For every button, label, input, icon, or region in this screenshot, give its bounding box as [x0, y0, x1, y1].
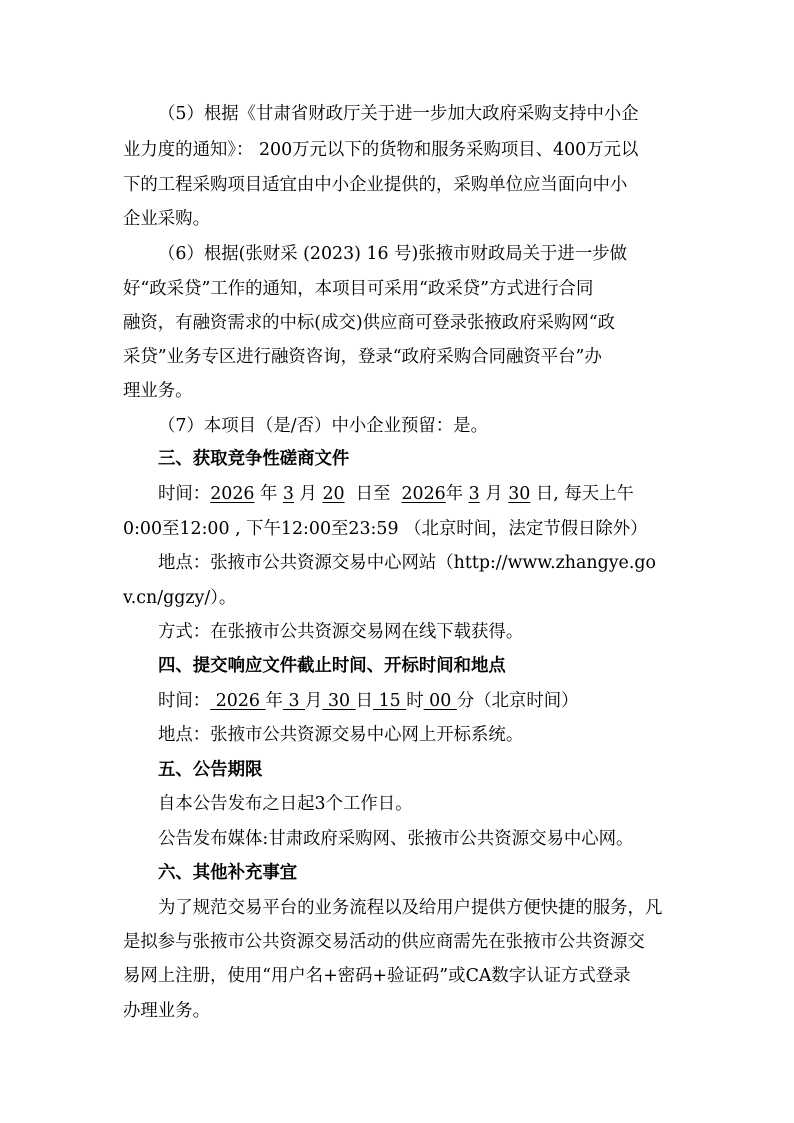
item6-line-5: 理业务。: [123, 381, 193, 401]
sec3-time-line-2: 0:00至12:00 , 下午12:00至23:59 （北京时间，法定节假日除外）: [123, 519, 648, 539]
sec6-line-2: 是拟参与张掖市公共资源交易活动的供应商需先在张掖市公共资源交: [123, 932, 645, 952]
sec3-place-line-1: 地点：张掖市公共资源交易中心网站（http://www.zhangye.go: [158, 553, 656, 573]
deadline-day: 30: [322, 691, 356, 711]
time-label: 时间：: [158, 484, 211, 504]
start-year: 2026: [210, 484, 255, 504]
year-char: 年: [254, 484, 283, 504]
item6-line-2: 好“政采贷”工作的通知，本项目可采用“政采贷”方式进行合同: [123, 279, 594, 299]
start-month: 3: [282, 484, 294, 504]
end-day: 30: [508, 484, 531, 504]
sec6-line-3: 易网上注册，使用“用户名+密码+验证码”或CA数字认证方式登录: [123, 966, 631, 986]
deadline-hour: 15: [373, 691, 407, 711]
sec5-period-line: 自本公告发布之日起3个工作日。: [158, 794, 413, 814]
day-to: 日至: [344, 484, 402, 504]
sec6-line-1: 为了规范交易平台的业务流程以及给用户提供方便快捷的服务，凡: [158, 898, 663, 918]
deadline-month: 3: [282, 691, 306, 711]
month-char: 月: [305, 691, 323, 711]
month-char: 月: [293, 484, 323, 504]
time-tail: 日, 每天上午: [530, 484, 634, 504]
item7-line: （7）本项目（是/否）中小企业预留：是。: [158, 416, 488, 436]
sec5-media-line: 公告发布媒体:甘肃政府采购网、张掖市公共资源交易中心网。: [158, 829, 634, 849]
sec3-time-line: [158, 481, 634, 507]
deadline-minute: 00: [423, 691, 457, 711]
month-char-2: 月: [479, 484, 509, 504]
item5-line-3: 下的工程采购项目适宜由中小企业提供的，采购单位应当面向中小: [123, 175, 628, 195]
section-4-heading: 四、提交响应文件截止时间、开标时间和地点: [158, 656, 506, 676]
day-char: 日: [355, 691, 374, 711]
item6-line-3: 融资，有融资需求的中标(成交)供应商可登录张掖政府采购网“政: [123, 313, 616, 333]
sec4-time-line: [158, 688, 579, 714]
sec3-method-line: 方式：在张掖市公共资源交易网在线下载获得。: [158, 622, 524, 642]
sec3-place-line-2: v.cn/ggzy/）。: [123, 588, 237, 608]
start-day: 20: [322, 484, 345, 504]
item5-line-1: （5）根据《甘肃省财政厅关于进一步加大政府采购支持中小企: [158, 104, 639, 124]
end-year: 2026: [401, 484, 446, 504]
time-label: 时间：: [158, 691, 211, 711]
year-char: 年: [265, 691, 283, 711]
year-char-2: 年: [445, 484, 469, 504]
section-5-heading: 五、公告期限: [158, 760, 263, 780]
section-3-heading: 三、获取竞争性磋商文件: [158, 449, 350, 469]
item6-line-4: 采贷”业务专区进行融资咨询，登录“政府采购合同融资平台”办: [123, 347, 602, 367]
end-month: 3: [468, 484, 480, 504]
item5-line-2: 业力度的通知》： 200万元以下的货物和服务采购项目、400万元以: [123, 140, 639, 160]
item5-line-4: 企业采购。: [123, 209, 210, 229]
sec4-place-line: 地点：张掖市公共资源交易中心网上开标系统。: [158, 725, 524, 745]
section-6-heading: 六、其他补充事宜: [158, 863, 298, 883]
minute-char: 分（北京时间）: [456, 691, 579, 711]
hour-char: 时: [406, 691, 424, 711]
sec6-line-4: 办理业务。: [123, 1001, 210, 1021]
deadline-year: 2026: [210, 691, 266, 711]
item6-line-1: （6）根据(张财采 (2023) 16 号)张掖市财政局关于进一步做: [158, 244, 627, 264]
